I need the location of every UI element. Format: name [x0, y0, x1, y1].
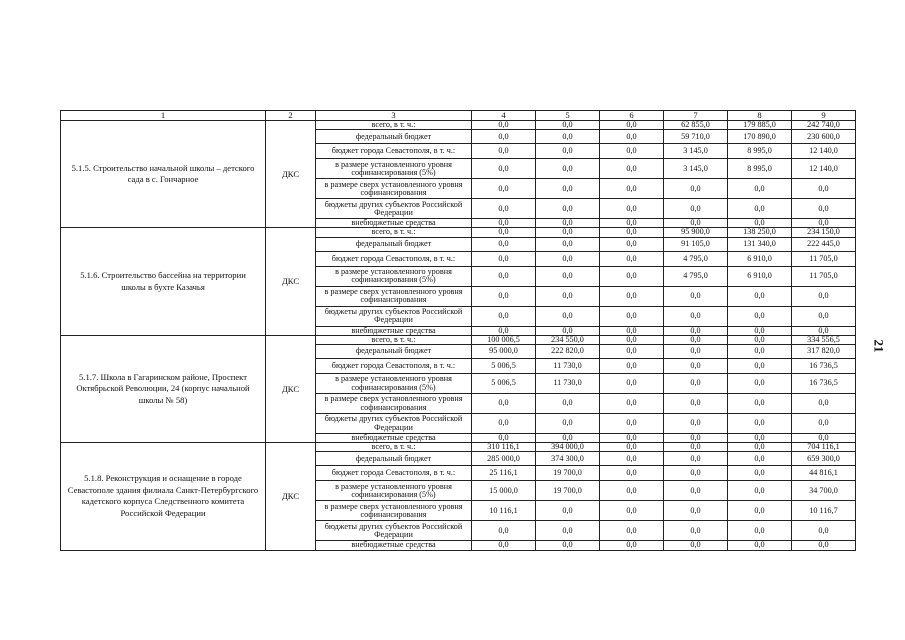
header-cell: 7 [664, 111, 728, 121]
value-cell: 0,0 [600, 121, 664, 130]
funding-source: всего, в т. ч.: [316, 228, 472, 237]
value-cell: 16 736,5 [792, 374, 856, 394]
funding-source: всего, в т. ч.: [316, 121, 472, 130]
page-number: 21 [871, 339, 887, 353]
value-cell: 0,0 [536, 394, 600, 414]
value-cell: 0,0 [664, 345, 728, 359]
value-cell: 0,0 [792, 326, 856, 335]
header-cell: 8 [728, 111, 792, 121]
header-cell: 9 [792, 111, 856, 121]
value-cell: 0,0 [536, 501, 600, 521]
value-cell: 0,0 [664, 414, 728, 434]
value-cell: 59 710,0 [664, 130, 728, 144]
value-cell: 0,0 [600, 199, 664, 219]
value-cell: 0,0 [536, 219, 600, 228]
value-cell: 0,0 [472, 121, 536, 130]
value-cell: 0,0 [728, 501, 792, 521]
value-cell: 0,0 [536, 266, 600, 286]
value-cell: 0,0 [600, 434, 664, 443]
value-cell: 0,0 [728, 359, 792, 374]
value-cell: 0,0 [472, 199, 536, 219]
value-cell: 91 105,0 [664, 237, 728, 251]
funding-source: бюджеты других субъектов Российской Федерации [316, 521, 472, 541]
value-cell: 19 700,0 [536, 481, 600, 501]
value-cell: 0,0 [600, 130, 664, 144]
funding-source: бюджеты других субъектов Российской Федерации [316, 306, 472, 326]
value-cell: 0,0 [792, 541, 856, 550]
value-cell: 0,0 [536, 541, 600, 550]
value-cell: 374 300,0 [536, 452, 600, 466]
value-cell: 0,0 [664, 335, 728, 344]
value-cell: 0,0 [664, 452, 728, 466]
value-cell: 0,0 [600, 251, 664, 266]
value-cell: 222 445,0 [792, 237, 856, 251]
executor: ДКС [266, 335, 316, 442]
value-cell: 0,0 [536, 199, 600, 219]
funding-source: в размере сверх установленного уровня софинансирования [316, 179, 472, 199]
funding-source: бюджет города Севастополя, в т. ч.: [316, 251, 472, 266]
value-cell: 0,0 [600, 286, 664, 306]
value-cell: 0,0 [792, 179, 856, 199]
value-cell: 0,0 [664, 466, 728, 481]
value-cell: 0,0 [472, 144, 536, 159]
project-name: 5.1.5. Строительство начальной школы – детского сада в с. Гончарное [61, 121, 266, 228]
funding-source: в размере установленного уровня софинансирования (5%) [316, 374, 472, 394]
value-cell: 19 700,0 [536, 466, 600, 481]
value-cell: 62 855,0 [664, 121, 728, 130]
value-cell: 0,0 [536, 121, 600, 130]
value-cell: 0,0 [664, 481, 728, 501]
value-cell: 8 995,0 [728, 159, 792, 179]
value-cell: 0,0 [792, 414, 856, 434]
value-cell: 179 885,0 [728, 121, 792, 130]
value-cell: 0,0 [600, 306, 664, 326]
funding-source: в размере сверх установленного уровня софинансирования [316, 286, 472, 306]
value-cell: 0,0 [472, 251, 536, 266]
value-cell: 10 116,7 [792, 501, 856, 521]
value-cell: 0,0 [728, 434, 792, 443]
value-cell: 0,0 [664, 286, 728, 306]
value-cell: 0,0 [600, 228, 664, 237]
value-cell: 317 820,0 [792, 345, 856, 359]
value-cell: 11 730,0 [536, 374, 600, 394]
value-cell: 95 900,0 [664, 228, 728, 237]
value-cell: 95 000,0 [472, 345, 536, 359]
funding-source: в размере установленного уровня софинансирования (5%) [316, 159, 472, 179]
header-cell: 2 [266, 111, 316, 121]
value-cell: 0,0 [664, 306, 728, 326]
value-cell: 0,0 [728, 443, 792, 452]
value-cell: 0,0 [600, 266, 664, 286]
value-cell: 0,0 [472, 434, 536, 443]
value-cell: 10 116,1 [472, 501, 536, 521]
value-cell: 0,0 [536, 434, 600, 443]
funding-source: внебюджетные средства [316, 326, 472, 335]
header-cell: 5 [536, 111, 600, 121]
value-cell: 0,0 [728, 335, 792, 344]
value-cell: 704 116,1 [792, 443, 856, 452]
value-cell: 0,0 [472, 266, 536, 286]
value-cell: 0,0 [472, 306, 536, 326]
funding-source: внебюджетные средства [316, 541, 472, 550]
funding-source: всего, в т. ч.: [316, 335, 472, 344]
value-cell: 0,0 [664, 501, 728, 521]
value-cell: 4 795,0 [664, 266, 728, 286]
value-cell: 0,0 [792, 286, 856, 306]
value-cell: 0,0 [664, 359, 728, 374]
funding-source: бюджет города Севастополя, в т. ч.: [316, 144, 472, 159]
value-cell: 12 140,0 [792, 144, 856, 159]
value-cell: 0,0 [536, 130, 600, 144]
header-cell: 6 [600, 111, 664, 121]
value-cell: 0,0 [728, 219, 792, 228]
value-cell: 0,0 [728, 414, 792, 434]
value-cell: 0,0 [792, 219, 856, 228]
value-cell: 230 600,0 [792, 130, 856, 144]
table-row [61, 335, 856, 344]
funding-source: всего, в т. ч.: [316, 443, 472, 452]
project-name: 5.1.7. Школа в Гагаринском районе, Проспект Октябрьской Революции, 24 (корпус начальной школы № 58) [61, 335, 266, 442]
value-cell: 16 736,5 [792, 359, 856, 374]
funding-source: бюджеты других субъектов Российской Федерации [316, 414, 472, 434]
funding-source: федеральный бюджет [316, 130, 472, 144]
funding-source: бюджет города Севастополя, в т. ч.: [316, 359, 472, 374]
value-cell: 138 250,0 [728, 228, 792, 237]
funding-source: в размере сверх установленного уровня софинансирования [316, 501, 472, 521]
value-cell: 0,0 [664, 199, 728, 219]
value-cell: 0,0 [728, 326, 792, 335]
value-cell: 0,0 [536, 521, 600, 541]
value-cell: 0,0 [536, 228, 600, 237]
value-cell: 0,0 [600, 394, 664, 414]
value-cell: 222 820,0 [536, 345, 600, 359]
funding-source: в размере сверх установленного уровня софинансирования [316, 394, 472, 414]
value-cell: 0,0 [600, 345, 664, 359]
value-cell: 0,0 [664, 326, 728, 335]
header-row [61, 111, 856, 121]
header-cell: 3 [316, 111, 472, 121]
value-cell: 0,0 [600, 359, 664, 374]
value-cell: 44 816,1 [792, 466, 856, 481]
value-cell: 0,0 [664, 394, 728, 414]
budget-table [60, 110, 856, 551]
value-cell: 0,0 [728, 541, 792, 550]
value-cell: 0,0 [728, 452, 792, 466]
value-cell: 0,0 [472, 286, 536, 306]
value-cell: 131 340,0 [728, 237, 792, 251]
executor: ДКС [266, 121, 316, 228]
value-cell: 0,0 [600, 541, 664, 550]
value-cell: 0,0 [728, 286, 792, 306]
value-cell: 0,0 [600, 501, 664, 521]
table-row [61, 443, 856, 452]
value-cell: 0,0 [600, 443, 664, 452]
value-cell: 0,0 [728, 466, 792, 481]
value-cell: 0,0 [600, 521, 664, 541]
value-cell: 0,0 [664, 521, 728, 541]
value-cell: 0,0 [664, 219, 728, 228]
value-cell: 0,0 [664, 374, 728, 394]
value-cell: 242 740,0 [792, 121, 856, 130]
value-cell: 0,0 [600, 481, 664, 501]
funding-source: внебюджетные средства [316, 434, 472, 443]
value-cell: 8 995,0 [728, 144, 792, 159]
value-cell: 0,0 [472, 394, 536, 414]
value-cell: 0,0 [472, 228, 536, 237]
value-cell: 0,0 [664, 541, 728, 550]
value-cell: 334 556,5 [792, 335, 856, 344]
value-cell: 0,0 [792, 434, 856, 443]
value-cell: 0,0 [728, 199, 792, 219]
value-cell: 659 300,0 [792, 452, 856, 466]
value-cell: 0,0 [728, 374, 792, 394]
value-cell: 0,0 [728, 521, 792, 541]
value-cell: 0,0 [600, 452, 664, 466]
value-cell: 0,0 [472, 541, 536, 550]
value-cell: 0,0 [472, 414, 536, 434]
value-cell: 11 730,0 [536, 359, 600, 374]
value-cell: 0,0 [728, 394, 792, 414]
value-cell: 11 705,0 [792, 266, 856, 286]
funding-source: федеральный бюджет [316, 345, 472, 359]
value-cell: 5 006,5 [472, 374, 536, 394]
value-cell: 0,0 [600, 335, 664, 344]
value-cell: 0,0 [600, 237, 664, 251]
value-cell: 0,0 [536, 144, 600, 159]
value-cell: 170 890,0 [728, 130, 792, 144]
value-cell: 6 910,0 [728, 266, 792, 286]
value-cell: 0,0 [472, 179, 536, 199]
table-row [61, 121, 856, 130]
value-cell: 0,0 [536, 159, 600, 179]
executor: ДКС [266, 228, 316, 335]
value-cell: 4 795,0 [664, 251, 728, 266]
value-cell: 0,0 [600, 414, 664, 434]
value-cell: 3 145,0 [664, 144, 728, 159]
value-cell: 12 140,0 [792, 159, 856, 179]
value-cell: 34 700,0 [792, 481, 856, 501]
funding-source: внебюджетные средства [316, 219, 472, 228]
value-cell: 0,0 [536, 286, 600, 306]
value-cell: 0,0 [536, 326, 600, 335]
value-cell: 394 000,0 [536, 443, 600, 452]
value-cell: 0,0 [792, 199, 856, 219]
value-cell: 0,0 [728, 345, 792, 359]
value-cell: 0,0 [664, 434, 728, 443]
header-cell: 4 [472, 111, 536, 121]
table-row [61, 228, 856, 237]
value-cell: 25 116,1 [472, 466, 536, 481]
value-cell: 15 000,0 [472, 481, 536, 501]
value-cell: 0,0 [472, 326, 536, 335]
value-cell: 0,0 [536, 179, 600, 199]
value-cell: 0,0 [536, 306, 600, 326]
project-name: 5.1.8. Реконструкция и оснащение в городе Севастополе здания филиала Санкт-Петербургского кадетского корпуса Следственного комитета Российской Федерации [61, 443, 266, 550]
value-cell: 0,0 [728, 306, 792, 326]
value-cell: 0,0 [472, 521, 536, 541]
value-cell: 11 705,0 [792, 251, 856, 266]
value-cell: 310 116,1 [472, 443, 536, 452]
value-cell: 3 145,0 [664, 159, 728, 179]
value-cell: 0,0 [728, 481, 792, 501]
value-cell: 0,0 [536, 237, 600, 251]
project-name: 5.1.6. Строительство бассейна на территории школы в бухте Казачья [61, 228, 266, 335]
value-cell: 0,0 [536, 251, 600, 266]
value-cell: 0,0 [792, 394, 856, 414]
value-cell: 0,0 [600, 374, 664, 394]
value-cell: 100 006,5 [472, 335, 536, 344]
funding-source: бюджеты других субъектов Российской Федерации [316, 199, 472, 219]
value-cell: 0,0 [600, 144, 664, 159]
funding-source: федеральный бюджет [316, 237, 472, 251]
value-cell: 5 006,5 [472, 359, 536, 374]
value-cell: 0,0 [600, 219, 664, 228]
value-cell: 0,0 [728, 179, 792, 199]
funding-source: в размере установленного уровня софинансирования (5%) [316, 481, 472, 501]
value-cell: 0,0 [792, 306, 856, 326]
value-cell: 234 150,0 [792, 228, 856, 237]
header-cell: 1 [61, 111, 266, 121]
value-cell: 0,0 [664, 179, 728, 199]
value-cell: 0,0 [472, 130, 536, 144]
value-cell: 6 910,0 [728, 251, 792, 266]
value-cell: 0,0 [472, 237, 536, 251]
value-cell: 0,0 [600, 326, 664, 335]
value-cell: 0,0 [600, 466, 664, 481]
value-cell: 0,0 [600, 179, 664, 199]
funding-source: федеральный бюджет [316, 452, 472, 466]
executor: ДКС [266, 443, 316, 550]
value-cell: 0,0 [600, 159, 664, 179]
value-cell: 234 550,0 [536, 335, 600, 344]
value-cell: 0,0 [664, 443, 728, 452]
value-cell: 0,0 [792, 521, 856, 541]
value-cell: 0,0 [472, 219, 536, 228]
funding-source: бюджет города Севастополя, в т. ч.: [316, 466, 472, 481]
funding-source: в размере установленного уровня софинансирования (5%) [316, 266, 472, 286]
value-cell: 0,0 [536, 414, 600, 434]
value-cell: 285 000,0 [472, 452, 536, 466]
value-cell: 0,0 [472, 159, 536, 179]
